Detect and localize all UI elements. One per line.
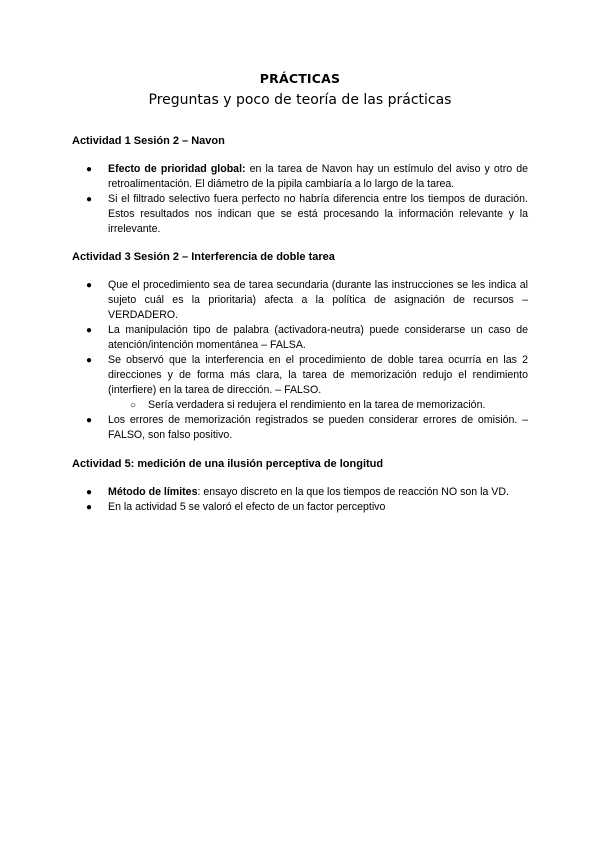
section-heading-actividad-5: Actividad 5: medición de una ilusión perceptiva de longitud	[72, 458, 384, 470]
list-item	[86, 162, 528, 192]
list-item	[86, 278, 528, 323]
document-subtitle: Preguntas y poco de teoría de las prácticas	[148, 92, 452, 108]
circle-bullet-icon: ○	[130, 400, 137, 411]
bullet-icon: ●	[86, 194, 93, 205]
section-list-actividad-5	[86, 485, 528, 515]
item-text: La manipulación tipo de palabra (activadora-neutra) puede considerarse un caso de atención/intención momentánea – FALSA.	[108, 324, 528, 351]
bullet-icon: ●	[86, 355, 93, 366]
sub-list	[130, 398, 528, 413]
item-lead: Método de límites	[108, 486, 198, 498]
section-heading-actividad-1: Actividad 1 Sesión 2 – Navon	[72, 135, 225, 147]
bullet-icon: ●	[86, 502, 93, 513]
document-title: PRÁCTICAS	[259, 71, 341, 86]
list-item	[86, 323, 528, 353]
item-text: : ensayo discreto en la que los tiempos de reacción NO son la VD.	[197, 486, 509, 498]
section-list-actividad-1	[86, 162, 528, 237]
section-heading-actividad-3: Actividad 3 Sesión 2 – Interferencia de doble tarea	[72, 251, 335, 263]
item-text: Que el procedimiento sea de tarea secundaria (durante las instrucciones se les indica al sujeto cuál es la prioritaria) afecta a la política de asignación de recursos – VERDADERO.	[108, 279, 528, 321]
list-item	[86, 192, 528, 237]
bullet-icon: ●	[86, 487, 93, 498]
item-text: Si el filtrado selectivo fuera perfecto no habría diferencia entre los tiempos de duración. Estos resultados nos indican que se está procesando la información relevante y la irrelevante.	[108, 193, 528, 235]
item-text: Los errores de memorización registrados se pueden considerar errores de omisión. – FALSO, son falso positivo.	[108, 414, 528, 441]
list-item	[86, 485, 528, 500]
sub-item-text: Sería verdadera si redujera el rendimiento en la tarea de memorización.	[148, 399, 486, 411]
item-text: En la actividad 5 se valoró el efecto de un factor perceptivo	[108, 501, 386, 513]
list-item	[86, 500, 528, 515]
list-item	[86, 353, 528, 413]
bullet-icon: ●	[86, 280, 93, 291]
item-text: en la tarea de Navon hay un estímulo del aviso y otro de retroalimentación. El diámetro de la pipila cambiaría a lo largo de la tarea.	[108, 163, 528, 190]
sub-list-item	[130, 398, 528, 413]
list-item	[86, 413, 528, 443]
item-text: Se observó que la interferencia en el procedimiento de doble tarea ocurría en las 2 direcciones y de forma más clara, la tarea de memorización redujo el rendimiento (interfiere) en la tarea de dirección. – FALSO.	[108, 354, 528, 396]
bullet-icon: ●	[86, 415, 93, 426]
bullet-icon: ●	[86, 164, 93, 175]
section-list-actividad-3	[86, 278, 528, 443]
bullet-icon: ●	[86, 325, 93, 336]
item-lead: Efecto de prioridad global:	[108, 163, 246, 175]
